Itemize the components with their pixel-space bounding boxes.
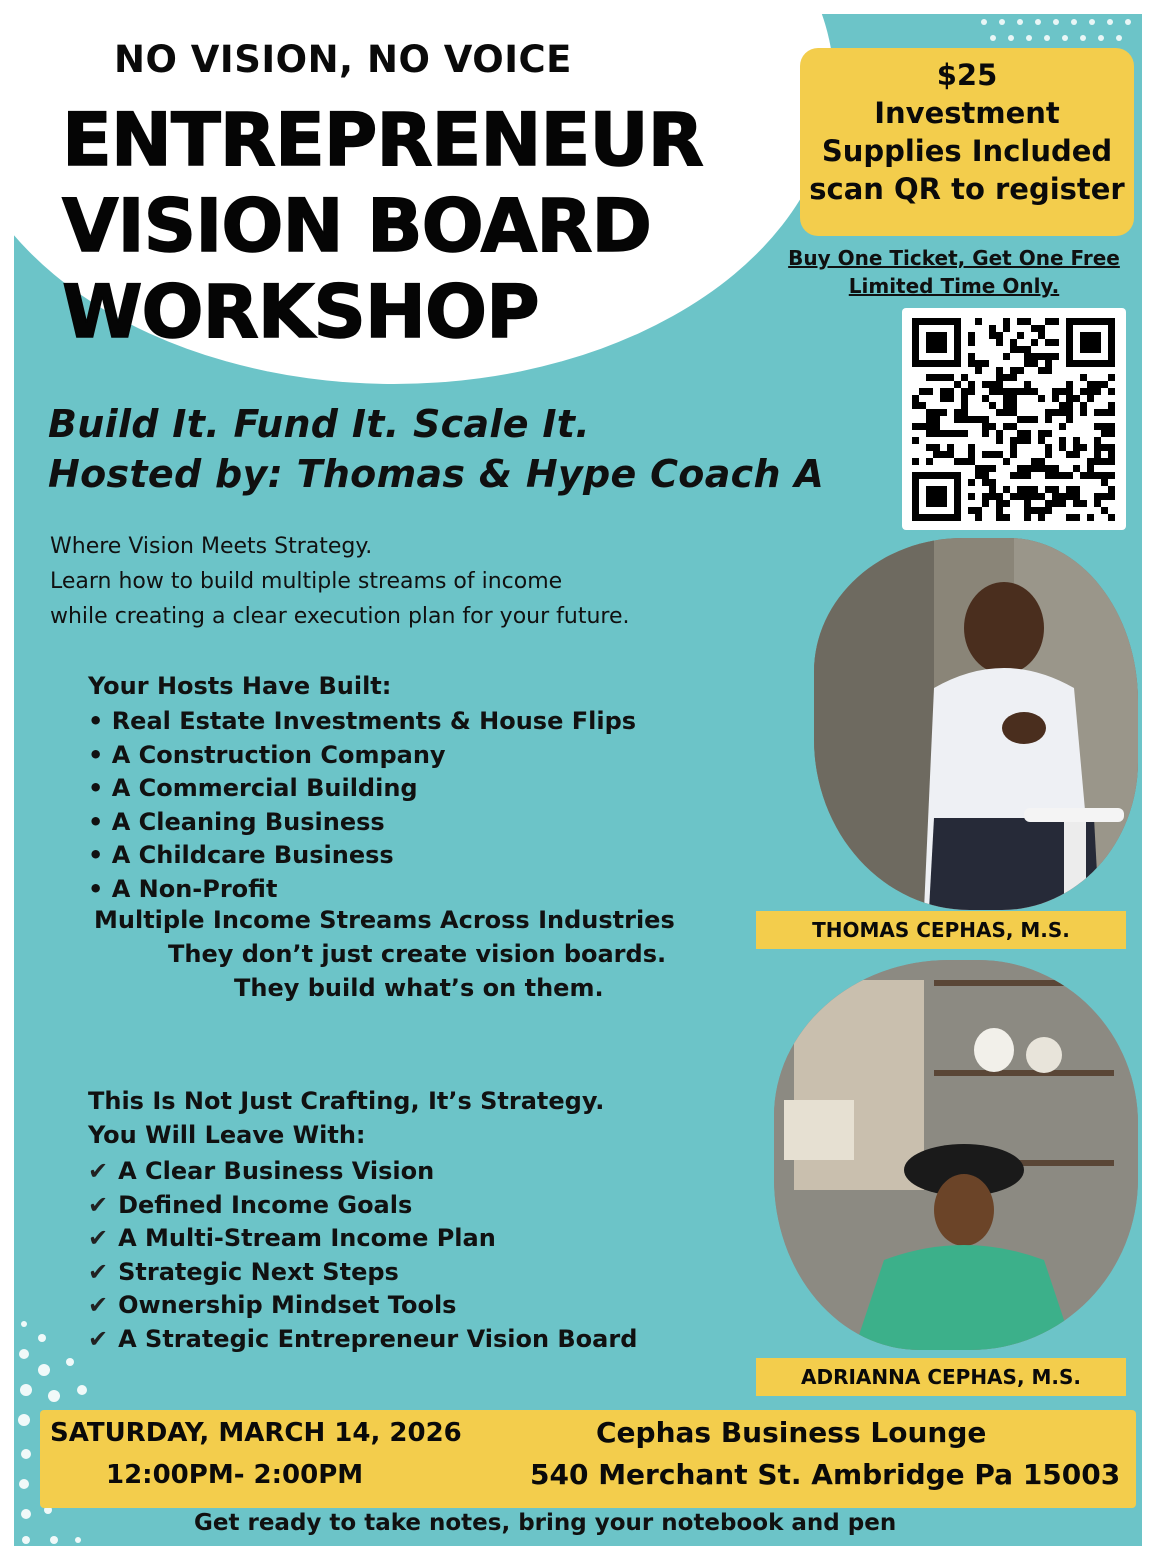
promo-limited[interactable]: Limited Time Only.: [848, 274, 1060, 298]
headline-line-3: WORKSHOP: [62, 270, 539, 355]
event-time: 12:00PM- 2:00PM: [106, 1460, 364, 1490]
headline-line-1: ENTREPRENEUR: [62, 98, 703, 183]
qr-code[interactable]: [902, 308, 1126, 530]
hosts-tagline-1: They don’t just create vision boards.: [168, 940, 667, 968]
leave-with-heading: You Will Leave With:: [88, 1121, 366, 1149]
footer-note: Get ready to take notes, bring your notebook and pen: [194, 1510, 897, 1536]
price-label: Investment: [874, 96, 1060, 130]
intro-line-3: while creating a clear execution plan for your future.: [50, 604, 630, 629]
intro-line-2: Learn how to build multiple streams of income: [50, 569, 563, 594]
promo-offer[interactable]: Buy One Ticket, Get One Free: [788, 246, 1120, 270]
price-supplies: Supplies Included: [821, 134, 1113, 168]
event-flyer: [14, 14, 1142, 1546]
event-details-bar: [40, 1410, 1136, 1508]
checkmark-icon: ✔: [88, 1224, 109, 1252]
list-item: • A Cleaning Business: [88, 807, 385, 836]
hosts-tagline-2: They build what’s on them.: [234, 974, 604, 1002]
venue-address: 540 Merchant St. Ambridge Pa 15003: [530, 1458, 1121, 1491]
host-name-thomas: THOMAS CEPHAS, M.S.: [756, 911, 1126, 949]
slogan: Build It. Fund It. Scale It.: [48, 402, 590, 446]
list-item-label: A Strategic Entrepreneur Vision Board: [118, 1324, 638, 1353]
list-item-label: Strategic Next Steps: [118, 1257, 399, 1286]
strategy-heading: This Is Not Just Crafting, It’s Strategy.: [88, 1087, 605, 1115]
top-tagline: NO VISION, NO VOICE: [114, 38, 572, 81]
list-item: • A Non-Profit: [88, 874, 278, 903]
price-box: [800, 48, 1134, 236]
list-item: [88, 1222, 637, 1256]
outcomes-list: [88, 1155, 637, 1356]
person-photo-icon: [814, 538, 1138, 910]
list-item: [88, 1289, 637, 1323]
price-register-instruction: scan QR to register: [809, 172, 1125, 206]
hosts-heading: Your Hosts Have Built:: [88, 672, 392, 700]
checkmark-icon: ✔: [88, 1291, 109, 1319]
list-item: • Real Estate Investments & House Flips: [88, 707, 637, 735]
checkmark-icon: ✔: [88, 1324, 109, 1353]
price-amount: $25: [936, 58, 998, 92]
list-item-label: Defined Income Goals: [118, 1190, 413, 1219]
list-item: • A Construction Company: [88, 740, 446, 769]
checkmark-icon: ✔: [88, 1157, 109, 1185]
hosts-subhead: Hosted by: Thomas & Hype Coach A: [48, 452, 825, 496]
qr-code-icon: [902, 308, 1126, 530]
checkmark-icon: ✔: [88, 1190, 109, 1219]
hosts-built-list: [88, 705, 636, 906]
list-item: • A Childcare Business: [88, 841, 394, 869]
checkmark-icon: ✔: [88, 1257, 109, 1286]
list-item-label: A Clear Business Vision: [118, 1157, 435, 1185]
list-item-label: A Multi-Stream Income Plan: [118, 1224, 496, 1252]
list-item: [88, 1256, 637, 1290]
list-item: [88, 1189, 637, 1223]
photo-thomas: [814, 538, 1138, 910]
person-photo-icon: [774, 960, 1138, 1350]
venue-name: Cephas Business Lounge: [596, 1416, 987, 1449]
intro-line-1: Where Vision Meets Strategy.: [50, 534, 373, 559]
list-item: [88, 1155, 637, 1189]
streams-line: Multiple Income Streams Across Industries: [94, 906, 675, 934]
list-item: [88, 1323, 637, 1357]
event-date: SATURDAY, MARCH 14, 2026: [50, 1418, 462, 1448]
photo-adrianna: [774, 960, 1138, 1350]
host-name-adrianna: ADRIANNA CEPHAS, M.S.: [756, 1358, 1126, 1396]
list-item-label: Ownership Mindset Tools: [118, 1291, 457, 1319]
headline-line-2: VISION BOARD: [62, 184, 652, 269]
list-item: • A Commercial Building: [88, 774, 418, 802]
